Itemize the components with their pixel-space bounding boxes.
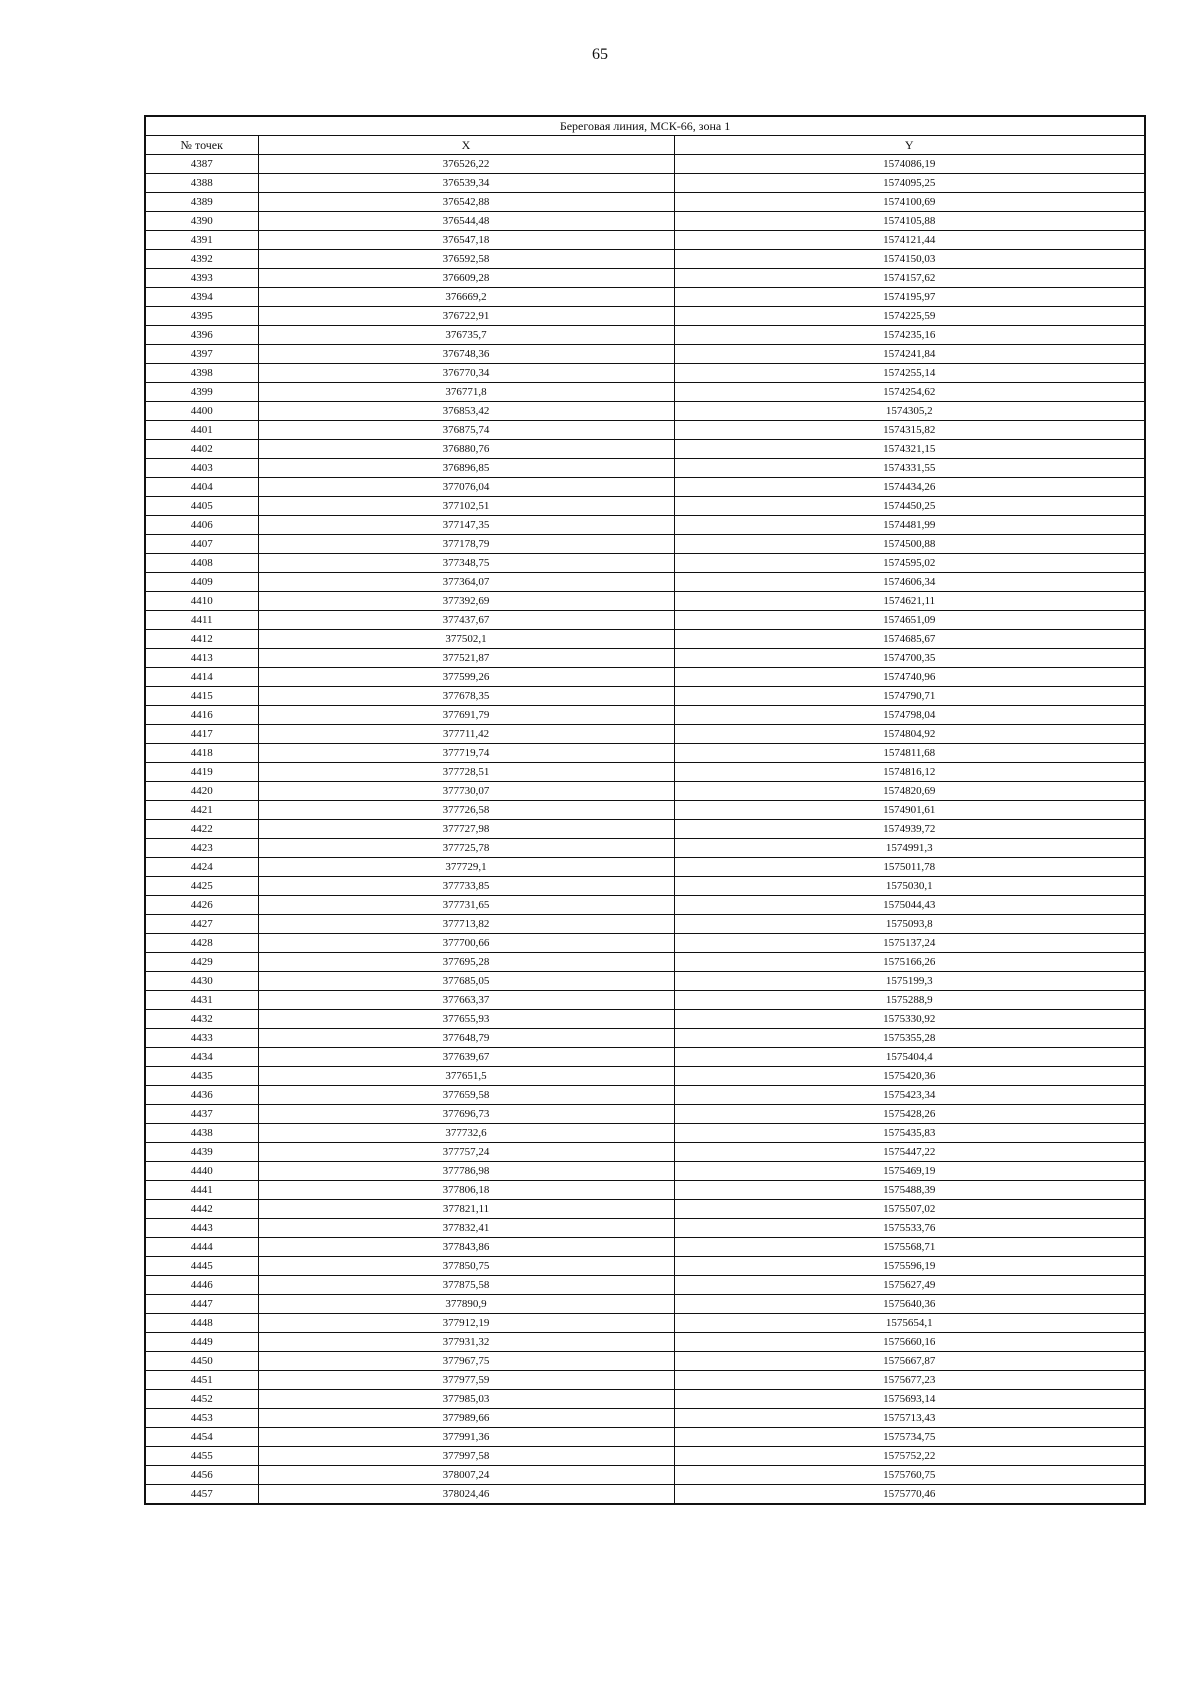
cell-point-number: 4389 xyxy=(145,193,258,212)
cell-y: 1574481,99 xyxy=(674,516,1145,535)
cell-y: 1575355,28 xyxy=(674,1029,1145,1048)
table-row xyxy=(145,535,1145,554)
cell-point-number: 4390 xyxy=(145,212,258,231)
table-row xyxy=(145,592,1145,611)
cell-y: 1574991,3 xyxy=(674,839,1145,858)
cell-point-number: 4394 xyxy=(145,288,258,307)
cell-point-number: 4446 xyxy=(145,1276,258,1295)
table-row xyxy=(145,1409,1145,1428)
cell-x: 377985,03 xyxy=(258,1390,674,1409)
cell-point-number: 4396 xyxy=(145,326,258,345)
cell-point-number: 4421 xyxy=(145,801,258,820)
table-row xyxy=(145,858,1145,877)
cell-y: 1575137,24 xyxy=(674,934,1145,953)
cell-y: 1574820,69 xyxy=(674,782,1145,801)
table-row xyxy=(145,269,1145,288)
table-row xyxy=(145,1048,1145,1067)
cell-point-number: 4448 xyxy=(145,1314,258,1333)
cell-point-number: 4414 xyxy=(145,668,258,687)
cell-x: 377147,35 xyxy=(258,516,674,535)
cell-point-number: 4435 xyxy=(145,1067,258,1086)
cell-point-number: 4395 xyxy=(145,307,258,326)
cell-y: 1574254,62 xyxy=(674,383,1145,402)
cell-point-number: 4449 xyxy=(145,1333,258,1352)
table-row xyxy=(145,1067,1145,1086)
cell-x: 376770,34 xyxy=(258,364,674,383)
table-row xyxy=(145,1314,1145,1333)
table-row xyxy=(145,1010,1145,1029)
cell-x: 377733,85 xyxy=(258,877,674,896)
cell-x: 377521,87 xyxy=(258,649,674,668)
table-body xyxy=(145,155,1145,1505)
table-row xyxy=(145,801,1145,820)
cell-y: 1574606,34 xyxy=(674,573,1145,592)
cell-y: 1574095,25 xyxy=(674,174,1145,193)
column-header-y: Y xyxy=(674,136,1145,155)
cell-y: 1574121,44 xyxy=(674,231,1145,250)
cell-point-number: 4456 xyxy=(145,1466,258,1485)
table-row xyxy=(145,1162,1145,1181)
cell-point-number: 4397 xyxy=(145,345,258,364)
cell-x: 377850,75 xyxy=(258,1257,674,1276)
cell-y: 1574939,72 xyxy=(674,820,1145,839)
table-row xyxy=(145,991,1145,1010)
cell-y: 1574105,88 xyxy=(674,212,1145,231)
table-row xyxy=(145,402,1145,421)
table-row xyxy=(145,763,1145,782)
table-row xyxy=(145,1200,1145,1219)
cell-y: 1575507,02 xyxy=(674,1200,1145,1219)
table-row xyxy=(145,421,1145,440)
cell-x: 377695,28 xyxy=(258,953,674,972)
cell-x: 376771,8 xyxy=(258,383,674,402)
cell-y: 1575469,19 xyxy=(674,1162,1145,1181)
cell-y: 1574811,68 xyxy=(674,744,1145,763)
cell-y: 1574621,11 xyxy=(674,592,1145,611)
table-row xyxy=(145,307,1145,326)
table-title: Береговая линия, МСК-66, зона 1 xyxy=(145,116,1145,136)
table-row xyxy=(145,725,1145,744)
cell-point-number: 4410 xyxy=(145,592,258,611)
table-row xyxy=(145,1276,1145,1295)
cell-x: 377102,51 xyxy=(258,497,674,516)
cell-x: 377997,58 xyxy=(258,1447,674,1466)
cell-point-number: 4388 xyxy=(145,174,258,193)
table-row xyxy=(145,1029,1145,1048)
cell-y: 1575330,92 xyxy=(674,1010,1145,1029)
cell-point-number: 4441 xyxy=(145,1181,258,1200)
table-row xyxy=(145,972,1145,991)
cell-x: 377364,07 xyxy=(258,573,674,592)
table-row xyxy=(145,877,1145,896)
cell-y: 1575713,43 xyxy=(674,1409,1145,1428)
table-row xyxy=(145,1390,1145,1409)
cell-point-number: 4422 xyxy=(145,820,258,839)
table-row xyxy=(145,1238,1145,1257)
cell-x: 378007,24 xyxy=(258,1466,674,1485)
cell-y: 1574331,55 xyxy=(674,459,1145,478)
cell-y: 1574255,14 xyxy=(674,364,1145,383)
table-row xyxy=(145,573,1145,592)
cell-point-number: 4443 xyxy=(145,1219,258,1238)
cell-y: 1574100,69 xyxy=(674,193,1145,212)
cell-point-number: 4404 xyxy=(145,478,258,497)
table-row xyxy=(145,1124,1145,1143)
table-row xyxy=(145,1371,1145,1390)
cell-y: 1575654,1 xyxy=(674,1314,1145,1333)
cell-point-number: 4447 xyxy=(145,1295,258,1314)
table-row xyxy=(145,383,1145,402)
cell-y: 1575533,76 xyxy=(674,1219,1145,1238)
cell-y: 1574804,92 xyxy=(674,725,1145,744)
cell-x: 376853,42 xyxy=(258,402,674,421)
cell-x: 377076,04 xyxy=(258,478,674,497)
cell-x: 377843,86 xyxy=(258,1238,674,1257)
cell-point-number: 4409 xyxy=(145,573,258,592)
cell-y: 1575640,36 xyxy=(674,1295,1145,1314)
cell-x: 377726,58 xyxy=(258,801,674,820)
table-row xyxy=(145,1181,1145,1200)
cell-x: 377832,41 xyxy=(258,1219,674,1238)
cell-x: 377806,18 xyxy=(258,1181,674,1200)
cell-point-number: 4429 xyxy=(145,953,258,972)
cell-x: 377757,24 xyxy=(258,1143,674,1162)
table-row xyxy=(145,611,1145,630)
cell-x: 376722,91 xyxy=(258,307,674,326)
table-row xyxy=(145,440,1145,459)
cell-point-number: 4437 xyxy=(145,1105,258,1124)
cell-x: 377729,1 xyxy=(258,858,674,877)
cell-point-number: 4399 xyxy=(145,383,258,402)
cell-point-number: 4445 xyxy=(145,1257,258,1276)
cell-y: 1574086,19 xyxy=(674,155,1145,174)
cell-y: 1574321,15 xyxy=(674,440,1145,459)
table-row xyxy=(145,1257,1145,1276)
cell-y: 1575488,39 xyxy=(674,1181,1145,1200)
cell-point-number: 4416 xyxy=(145,706,258,725)
table-row xyxy=(145,820,1145,839)
cell-point-number: 4418 xyxy=(145,744,258,763)
table-row xyxy=(145,1466,1145,1485)
cell-y: 1575166,26 xyxy=(674,953,1145,972)
cell-x: 377821,11 xyxy=(258,1200,674,1219)
table-row xyxy=(145,459,1145,478)
cell-y: 1575627,49 xyxy=(674,1276,1145,1295)
table-row xyxy=(145,668,1145,687)
cell-x: 377912,19 xyxy=(258,1314,674,1333)
page-number: 65 xyxy=(592,46,608,63)
cell-point-number: 4405 xyxy=(145,497,258,516)
cell-x: 377725,78 xyxy=(258,839,674,858)
table-row xyxy=(145,706,1145,725)
cell-y: 1575568,71 xyxy=(674,1238,1145,1257)
cell-point-number: 4426 xyxy=(145,896,258,915)
cell-x: 377691,79 xyxy=(258,706,674,725)
cell-y: 1574150,03 xyxy=(674,250,1145,269)
cell-x: 377663,37 xyxy=(258,991,674,1010)
cell-point-number: 4402 xyxy=(145,440,258,459)
cell-x: 376526,22 xyxy=(258,155,674,174)
cell-point-number: 4425 xyxy=(145,877,258,896)
cell-x: 377685,05 xyxy=(258,972,674,991)
cell-y: 1575752,22 xyxy=(674,1447,1145,1466)
cell-point-number: 4428 xyxy=(145,934,258,953)
cell-point-number: 4411 xyxy=(145,611,258,630)
cell-x: 377659,58 xyxy=(258,1086,674,1105)
table-row xyxy=(145,915,1145,934)
cell-x: 377931,32 xyxy=(258,1333,674,1352)
cell-y: 1575199,3 xyxy=(674,972,1145,991)
cell-x: 377977,59 xyxy=(258,1371,674,1390)
table-row xyxy=(145,155,1145,174)
table-row xyxy=(145,630,1145,649)
cell-y: 1575677,23 xyxy=(674,1371,1145,1390)
cell-x: 377178,79 xyxy=(258,535,674,554)
cell-y: 1575044,43 xyxy=(674,896,1145,915)
table-title-row xyxy=(145,116,1145,136)
cell-point-number: 4450 xyxy=(145,1352,258,1371)
cell-point-number: 4442 xyxy=(145,1200,258,1219)
cell-y: 1574816,12 xyxy=(674,763,1145,782)
cell-x: 377599,26 xyxy=(258,668,674,687)
cell-x: 376748,36 xyxy=(258,345,674,364)
cell-point-number: 4423 xyxy=(145,839,258,858)
cell-y: 1574434,26 xyxy=(674,478,1145,497)
cell-point-number: 4406 xyxy=(145,516,258,535)
cell-x: 376539,34 xyxy=(258,174,674,193)
table-row xyxy=(145,1352,1145,1371)
table-row xyxy=(145,1143,1145,1162)
table-row xyxy=(145,288,1145,307)
cell-y: 1574225,59 xyxy=(674,307,1145,326)
cell-y: 1575667,87 xyxy=(674,1352,1145,1371)
cell-x: 377655,93 xyxy=(258,1010,674,1029)
cell-point-number: 4434 xyxy=(145,1048,258,1067)
table-row xyxy=(145,1333,1145,1352)
cell-x: 377786,98 xyxy=(258,1162,674,1181)
cell-y: 1574450,25 xyxy=(674,497,1145,516)
table-row xyxy=(145,364,1145,383)
table-row xyxy=(145,953,1145,972)
cell-point-number: 4393 xyxy=(145,269,258,288)
cell-point-number: 4451 xyxy=(145,1371,258,1390)
cell-point-number: 4438 xyxy=(145,1124,258,1143)
table-row xyxy=(145,1485,1145,1505)
cell-x: 376880,76 xyxy=(258,440,674,459)
cell-x: 376609,28 xyxy=(258,269,674,288)
table-row xyxy=(145,345,1145,364)
cell-x: 377437,67 xyxy=(258,611,674,630)
table-row xyxy=(145,516,1145,535)
cell-y: 1574685,67 xyxy=(674,630,1145,649)
cell-y: 1575770,46 xyxy=(674,1485,1145,1505)
table-row xyxy=(145,839,1145,858)
cell-y: 1574157,62 xyxy=(674,269,1145,288)
cell-y: 1575288,9 xyxy=(674,991,1145,1010)
cell-point-number: 4407 xyxy=(145,535,258,554)
cell-x: 377967,75 xyxy=(258,1352,674,1371)
cell-x: 377719,74 xyxy=(258,744,674,763)
table-row xyxy=(145,687,1145,706)
cell-point-number: 4408 xyxy=(145,554,258,573)
table-row xyxy=(145,1105,1145,1124)
table-row xyxy=(145,1295,1145,1314)
table-row xyxy=(145,250,1145,269)
cell-y: 1574651,09 xyxy=(674,611,1145,630)
cell-y: 1575420,36 xyxy=(674,1067,1145,1086)
cell-y: 1574500,88 xyxy=(674,535,1145,554)
table-row xyxy=(145,497,1145,516)
cell-point-number: 4444 xyxy=(145,1238,258,1257)
column-header-point-number: № точек xyxy=(145,136,258,155)
cell-x: 377696,73 xyxy=(258,1105,674,1124)
table-row xyxy=(145,478,1145,497)
cell-point-number: 4440 xyxy=(145,1162,258,1181)
cell-point-number: 4433 xyxy=(145,1029,258,1048)
cell-x: 377348,75 xyxy=(258,554,674,573)
cell-x: 377648,79 xyxy=(258,1029,674,1048)
cell-x: 376735,7 xyxy=(258,326,674,345)
cell-point-number: 4417 xyxy=(145,725,258,744)
cell-y: 1575435,83 xyxy=(674,1124,1145,1143)
cell-y: 1575030,1 xyxy=(674,877,1145,896)
cell-y: 1575447,22 xyxy=(674,1143,1145,1162)
cell-point-number: 4452 xyxy=(145,1390,258,1409)
cell-x: 377727,98 xyxy=(258,820,674,839)
cell-point-number: 4400 xyxy=(145,402,258,421)
cell-point-number: 4412 xyxy=(145,630,258,649)
cell-y: 1574790,71 xyxy=(674,687,1145,706)
cell-y: 1575734,75 xyxy=(674,1428,1145,1447)
cell-x: 377732,6 xyxy=(258,1124,674,1143)
cell-point-number: 4413 xyxy=(145,649,258,668)
cell-point-number: 4392 xyxy=(145,250,258,269)
cell-point-number: 4453 xyxy=(145,1409,258,1428)
cell-point-number: 4427 xyxy=(145,915,258,934)
cell-point-number: 4430 xyxy=(145,972,258,991)
table-row xyxy=(145,1447,1145,1466)
cell-point-number: 4455 xyxy=(145,1447,258,1466)
cell-y: 1574195,97 xyxy=(674,288,1145,307)
cell-y: 1575423,34 xyxy=(674,1086,1145,1105)
table-row xyxy=(145,193,1145,212)
cell-x: 377700,66 xyxy=(258,934,674,953)
cell-x: 377989,66 xyxy=(258,1409,674,1428)
cell-y: 1575596,19 xyxy=(674,1257,1145,1276)
cell-y: 1575760,75 xyxy=(674,1466,1145,1485)
table-row xyxy=(145,782,1145,801)
cell-x: 378024,46 xyxy=(258,1485,674,1505)
table-row xyxy=(145,934,1145,953)
cell-x: 377728,51 xyxy=(258,763,674,782)
cell-x: 377639,67 xyxy=(258,1048,674,1067)
cell-x: 376669,2 xyxy=(258,288,674,307)
cell-x: 377711,42 xyxy=(258,725,674,744)
cell-y: 1575428,26 xyxy=(674,1105,1145,1124)
cell-x: 377678,35 xyxy=(258,687,674,706)
cell-x: 376547,18 xyxy=(258,231,674,250)
cell-y: 1574798,04 xyxy=(674,706,1145,725)
table-row xyxy=(145,174,1145,193)
cell-x: 377731,65 xyxy=(258,896,674,915)
cell-y: 1574315,82 xyxy=(674,421,1145,440)
cell-x: 377713,82 xyxy=(258,915,674,934)
cell-point-number: 4419 xyxy=(145,763,258,782)
cell-x: 376896,85 xyxy=(258,459,674,478)
cell-y: 1575404,4 xyxy=(674,1048,1145,1067)
cell-point-number: 4439 xyxy=(145,1143,258,1162)
table-row xyxy=(145,744,1145,763)
cell-point-number: 4424 xyxy=(145,858,258,877)
cell-x: 376542,88 xyxy=(258,193,674,212)
cell-x: 377875,58 xyxy=(258,1276,674,1295)
cell-point-number: 4398 xyxy=(145,364,258,383)
cell-y: 1574305,2 xyxy=(674,402,1145,421)
cell-y: 1575660,16 xyxy=(674,1333,1145,1352)
cell-y: 1575011,78 xyxy=(674,858,1145,877)
cell-y: 1574740,96 xyxy=(674,668,1145,687)
cell-y: 1574595,02 xyxy=(674,554,1145,573)
cell-point-number: 4391 xyxy=(145,231,258,250)
cell-x: 376544,48 xyxy=(258,212,674,231)
table-header-row xyxy=(145,136,1145,155)
cell-y: 1575093,8 xyxy=(674,915,1145,934)
column-header-x: X xyxy=(258,136,674,155)
cell-point-number: 4415 xyxy=(145,687,258,706)
cell-x: 377730,07 xyxy=(258,782,674,801)
coordinates-table xyxy=(144,115,1146,1505)
cell-point-number: 4457 xyxy=(145,1485,258,1505)
cell-x: 376875,74 xyxy=(258,421,674,440)
cell-point-number: 4403 xyxy=(145,459,258,478)
table-row xyxy=(145,554,1145,573)
cell-point-number: 4431 xyxy=(145,991,258,1010)
table-row xyxy=(145,1219,1145,1238)
cell-x: 377502,1 xyxy=(258,630,674,649)
cell-point-number: 4401 xyxy=(145,421,258,440)
table-row xyxy=(145,326,1145,345)
cell-x: 377392,69 xyxy=(258,592,674,611)
table-row xyxy=(145,649,1145,668)
cell-point-number: 4436 xyxy=(145,1086,258,1105)
cell-y: 1574700,35 xyxy=(674,649,1145,668)
table-row xyxy=(145,231,1145,250)
cell-point-number: 4387 xyxy=(145,155,258,174)
table-row xyxy=(145,212,1145,231)
cell-x: 377890,9 xyxy=(258,1295,674,1314)
cell-point-number: 4432 xyxy=(145,1010,258,1029)
cell-y: 1574241,84 xyxy=(674,345,1145,364)
cell-x: 377651,5 xyxy=(258,1067,674,1086)
cell-x: 377991,36 xyxy=(258,1428,674,1447)
cell-y: 1575693,14 xyxy=(674,1390,1145,1409)
cell-point-number: 4420 xyxy=(145,782,258,801)
table-row xyxy=(145,1428,1145,1447)
cell-y: 1574901,61 xyxy=(674,801,1145,820)
table-row xyxy=(145,1086,1145,1105)
cell-point-number: 4454 xyxy=(145,1428,258,1447)
cell-y: 1574235,16 xyxy=(674,326,1145,345)
cell-x: 376592,58 xyxy=(258,250,674,269)
table-row xyxy=(145,896,1145,915)
